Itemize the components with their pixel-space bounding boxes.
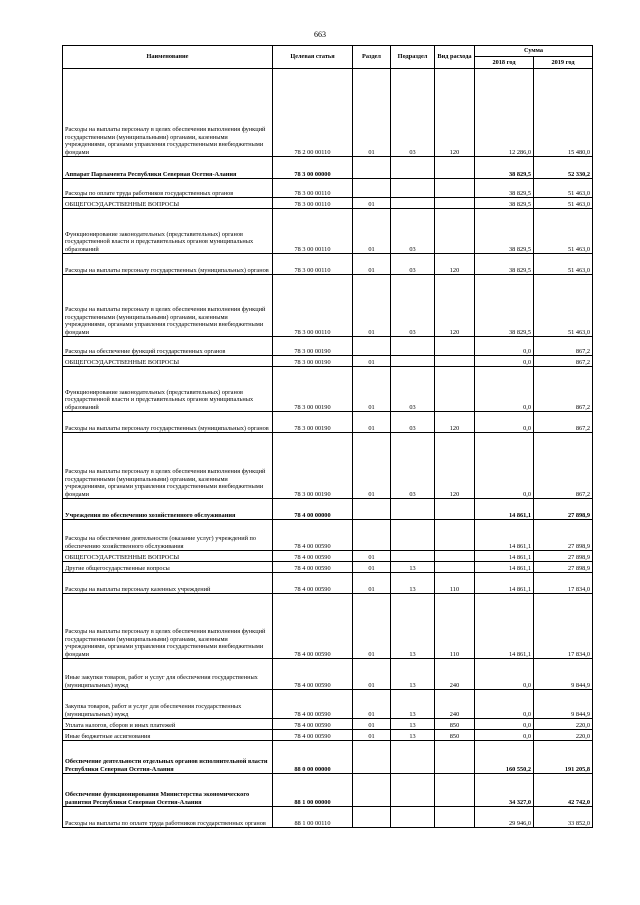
row-type: 120 <box>435 433 475 499</box>
table-row <box>63 179 593 198</box>
row-value-2019: 9 844,9 <box>534 659 593 690</box>
row-value-2018: 12 286,0 <box>475 69 534 157</box>
row-target: 78 3 00 00190 <box>273 367 353 412</box>
row-value-2018: 0,0 <box>475 337 534 356</box>
row-value-2018: 29 946,0 <box>475 807 534 828</box>
row-value-2019: 867,2 <box>534 367 593 412</box>
table-row <box>63 594 593 659</box>
row-value-2019: 51 463,0 <box>534 275 593 337</box>
row-target: 88 0 00 00000 <box>273 741 353 774</box>
row-target: 78 3 00 00190 <box>273 337 353 356</box>
row-value-2018: 38 829,5 <box>475 179 534 198</box>
row-subsection: 03 <box>391 209 435 254</box>
row-section: 01 <box>353 551 391 562</box>
row-name: Расходы на выплаты персоналу государственных (муниципальных) органов <box>63 254 273 275</box>
row-subsection: 03 <box>391 433 435 499</box>
row-section <box>353 741 391 774</box>
row-section <box>353 499 391 520</box>
row-type <box>435 551 475 562</box>
row-name: Расходы по оплате труда работников государственных органов <box>63 179 273 198</box>
row-value-2018: 38 829,5 <box>475 157 534 179</box>
row-section <box>353 520 391 551</box>
row-name: Аппарат Парламента Республики Северная Осетия-Алания <box>63 157 273 179</box>
row-target: 78 4 00 00590 <box>273 690 353 719</box>
row-type <box>435 367 475 412</box>
row-target: 78 3 00 00110 <box>273 198 353 209</box>
row-name: Обеспечение деятельности отдельных органов исполнительной власти Республики Северная Осетия-Алания <box>63 741 273 774</box>
row-section: 01 <box>353 719 391 730</box>
row-value-2019: 27 898,9 <box>534 499 593 520</box>
row-name: Уплата налогов, сборов и иных платежей <box>63 719 273 730</box>
row-value-2018: 0,0 <box>475 690 534 719</box>
table-row <box>63 412 593 433</box>
row-subsection <box>391 741 435 774</box>
row-target: 88 1 00 00110 <box>273 807 353 828</box>
row-section: 01 <box>353 254 391 275</box>
row-target: 78 3 00 00000 <box>273 157 353 179</box>
row-subsection: 13 <box>391 719 435 730</box>
row-name: Иные бюджетные ассигнования <box>63 730 273 741</box>
table-row <box>63 69 593 157</box>
row-type: 120 <box>435 254 475 275</box>
row-subsection: 13 <box>391 573 435 594</box>
row-target: 78 4 00 00590 <box>273 562 353 573</box>
row-subsection <box>391 520 435 551</box>
row-name: Расходы на выплаты персоналу в целях обеспечения выполнения функций государственными (муниципальными) органами, казенными учреждениями, органами управления государственными внебюджетными фондами <box>63 594 273 659</box>
row-value-2019: 220,0 <box>534 730 593 741</box>
row-name: Расходы на выплаты персоналу в целях обеспечения выполнения функций государственными (муниципальными) органами, казенными учреждениями, органами управления государственными внебюджетными фондами <box>63 275 273 337</box>
row-subsection: 03 <box>391 412 435 433</box>
row-subsection <box>391 337 435 356</box>
row-name: Расходы на обеспечение функций государственных органов <box>63 337 273 356</box>
row-name: Расходы на обеспечение деятельности (оказание услуг) учреждений по обеспечению хозяйственного обслуживания <box>63 520 273 551</box>
row-type <box>435 198 475 209</box>
row-target: 78 3 00 00190 <box>273 356 353 367</box>
row-subsection: 13 <box>391 690 435 719</box>
row-target: 78 3 00 00110 <box>273 254 353 275</box>
row-subsection: 13 <box>391 594 435 659</box>
row-name: Расходы на выплаты персоналу в целях обеспечения выполнения функций государственными (муниципальными) органами, казенными учреждениями, органами управления государственными внебюджетными фондами <box>63 433 273 499</box>
row-value-2018: 0,0 <box>475 412 534 433</box>
table-row <box>63 807 593 828</box>
table-row <box>63 254 593 275</box>
row-name: Функционирование законодательных (представительных) органов государственной власти и представительных органов муниципальных образований <box>63 367 273 412</box>
row-value-2018: 0,0 <box>475 730 534 741</box>
row-value-2018: 38 829,5 <box>475 209 534 254</box>
row-subsection <box>391 807 435 828</box>
header-subsection: Подраздел <box>391 46 435 69</box>
header-sum: Сумма <box>475 46 593 57</box>
row-value-2019: 867,2 <box>534 412 593 433</box>
row-type <box>435 774 475 807</box>
row-name: Расходы на выплаты персоналу казенных учреждений <box>63 573 273 594</box>
row-type <box>435 520 475 551</box>
row-value-2019: 867,2 <box>534 356 593 367</box>
row-subsection <box>391 499 435 520</box>
row-value-2018: 0,0 <box>475 659 534 690</box>
row-target: 78 3 00 00110 <box>273 179 353 198</box>
table-body <box>63 69 593 828</box>
row-value-2019: 867,2 <box>534 433 593 499</box>
row-value-2018: 38 829,5 <box>475 275 534 337</box>
row-subsection: 03 <box>391 275 435 337</box>
table-row <box>63 573 593 594</box>
row-section: 01 <box>353 69 391 157</box>
row-value-2019: 52 330,2 <box>534 157 593 179</box>
table-row <box>63 499 593 520</box>
row-value-2018: 14 861,1 <box>475 551 534 562</box>
row-name: ОБЩЕГОСУДАРСТВЕННЫЕ ВОПРОСЫ <box>63 551 273 562</box>
row-type <box>435 499 475 520</box>
row-section: 01 <box>353 367 391 412</box>
table-row <box>63 690 593 719</box>
row-section <box>353 807 391 828</box>
row-section: 01 <box>353 209 391 254</box>
row-target: 78 3 00 00190 <box>273 412 353 433</box>
page-number: 663 <box>314 30 326 39</box>
row-section: 01 <box>353 730 391 741</box>
row-section <box>353 337 391 356</box>
header-type: Вид расхода <box>435 46 475 69</box>
row-value-2019: 51 463,0 <box>534 198 593 209</box>
row-value-2019: 51 463,0 <box>534 209 593 254</box>
row-name: ОБЩЕГОСУДАРСТВЕННЫЕ ВОПРОСЫ <box>63 198 273 209</box>
table-row <box>63 157 593 179</box>
row-section <box>353 774 391 807</box>
header-2019: 2019 год <box>534 57 593 69</box>
row-name: Учреждения по обеспечению хозяйственного обслуживания <box>63 499 273 520</box>
row-type <box>435 356 475 367</box>
row-target: 78 2 00 00110 <box>273 69 353 157</box>
row-value-2019: 27 898,9 <box>534 562 593 573</box>
row-section: 01 <box>353 594 391 659</box>
row-target: 78 4 00 00590 <box>273 520 353 551</box>
row-value-2019: 33 852,0 <box>534 807 593 828</box>
row-subsection <box>391 774 435 807</box>
row-name: Расходы на выплаты по оплате труда работников государственных органов <box>63 807 273 828</box>
row-value-2019: 15 480,0 <box>534 69 593 157</box>
row-section: 01 <box>353 198 391 209</box>
row-target: 78 4 00 00590 <box>273 659 353 690</box>
budget-table <box>62 45 593 828</box>
row-target: 78 4 00 00590 <box>273 551 353 562</box>
row-type <box>435 562 475 573</box>
table-row <box>63 433 593 499</box>
row-value-2018: 14 861,1 <box>475 573 534 594</box>
row-subsection: 03 <box>391 254 435 275</box>
row-target: 78 4 00 00590 <box>273 573 353 594</box>
row-name: Иные закупки товаров, работ и услуг для обеспечения государственных (муниципальных) нужд <box>63 659 273 690</box>
table-row <box>63 275 593 337</box>
row-type: 110 <box>435 573 475 594</box>
row-target: 78 3 00 00110 <box>273 275 353 337</box>
row-name: Другие общегосударственные вопросы <box>63 562 273 573</box>
row-value-2018: 0,0 <box>475 356 534 367</box>
header-target: Целевая статья <box>273 46 353 69</box>
row-subsection: 13 <box>391 730 435 741</box>
row-value-2018: 0,0 <box>475 719 534 730</box>
row-section <box>353 157 391 179</box>
row-value-2018: 14 861,1 <box>475 562 534 573</box>
table-row <box>63 659 593 690</box>
row-section: 01 <box>353 562 391 573</box>
table-row <box>63 551 593 562</box>
row-type <box>435 337 475 356</box>
table-row <box>63 774 593 807</box>
row-section: 01 <box>353 412 391 433</box>
row-subsection <box>391 157 435 179</box>
row-section: 01 <box>353 690 391 719</box>
row-value-2019: 220,0 <box>534 719 593 730</box>
row-value-2018: 38 829,5 <box>475 254 534 275</box>
row-name: Расходы на выплаты персоналу государственных (муниципальных) органов <box>63 412 273 433</box>
row-target: 78 3 00 00110 <box>273 209 353 254</box>
row-type <box>435 157 475 179</box>
row-target: 78 3 00 00190 <box>273 433 353 499</box>
row-target: 78 4 00 00590 <box>273 730 353 741</box>
row-subsection <box>391 179 435 198</box>
row-type: 240 <box>435 690 475 719</box>
row-type: 240 <box>435 659 475 690</box>
row-subsection <box>391 356 435 367</box>
row-type: 120 <box>435 412 475 433</box>
row-value-2019: 867,2 <box>534 337 593 356</box>
row-value-2019: 42 742,0 <box>534 774 593 807</box>
table-row <box>63 741 593 774</box>
row-value-2018: 34 327,0 <box>475 774 534 807</box>
row-name: Закупка товаров, работ и услуг для обеспечения государственных (муниципальных) нужд <box>63 690 273 719</box>
row-section: 01 <box>353 433 391 499</box>
table-row <box>63 520 593 551</box>
row-target: 78 4 00 00000 <box>273 499 353 520</box>
row-section: 01 <box>353 573 391 594</box>
row-name: Расходы на выплаты персоналу в целях обеспечения выполнения функций государственными (муниципальными) органами, казенными учреждениями, органами управления государственными внебюджетными фондами <box>63 69 273 157</box>
row-value-2018: 160 550,2 <box>475 741 534 774</box>
table-row <box>63 356 593 367</box>
table-row <box>63 562 593 573</box>
row-value-2018: 14 861,1 <box>475 594 534 659</box>
header-section: Раздел <box>353 46 391 69</box>
row-section: 01 <box>353 356 391 367</box>
row-value-2018: 0,0 <box>475 433 534 499</box>
header-name: Наименование <box>63 46 273 69</box>
row-subsection <box>391 198 435 209</box>
row-section <box>353 179 391 198</box>
row-value-2019: 9 844,9 <box>534 690 593 719</box>
row-value-2019: 51 463,0 <box>534 254 593 275</box>
row-name: Обеспечение функционирования Министерства экономического развития Республики Северная Осетия-Алания <box>63 774 273 807</box>
table-row <box>63 198 593 209</box>
row-type: 110 <box>435 594 475 659</box>
row-type <box>435 209 475 254</box>
header-2018: 2018 год <box>475 57 534 69</box>
table-row <box>63 719 593 730</box>
row-subsection: 13 <box>391 659 435 690</box>
row-type <box>435 741 475 774</box>
row-value-2018: 14 861,1 <box>475 520 534 551</box>
row-value-2019: 27 898,9 <box>534 520 593 551</box>
table-row <box>63 209 593 254</box>
row-type: 120 <box>435 69 475 157</box>
row-type: 850 <box>435 730 475 741</box>
row-value-2018: 38 829,5 <box>475 198 534 209</box>
row-subsection: 03 <box>391 69 435 157</box>
row-subsection: 03 <box>391 367 435 412</box>
row-type <box>435 807 475 828</box>
row-value-2019: 17 834,0 <box>534 573 593 594</box>
row-subsection <box>391 551 435 562</box>
table-row <box>63 367 593 412</box>
row-target: 78 4 00 00590 <box>273 594 353 659</box>
row-section: 01 <box>353 275 391 337</box>
row-name: ОБЩЕГОСУДАРСТВЕННЫЕ ВОПРОСЫ <box>63 356 273 367</box>
row-type: 850 <box>435 719 475 730</box>
row-subsection: 13 <box>391 562 435 573</box>
row-name: Функционирование законодательных (представительных) органов государственной власти и представительных органов муниципальных образований <box>63 209 273 254</box>
row-type: 120 <box>435 275 475 337</box>
row-value-2019: 17 834,0 <box>534 594 593 659</box>
row-value-2019: 191 205,8 <box>534 741 593 774</box>
row-target: 78 4 00 00590 <box>273 719 353 730</box>
table-row <box>63 337 593 356</box>
table-row <box>63 730 593 741</box>
row-value-2019: 51 463,0 <box>534 179 593 198</box>
row-value-2018: 14 861,1 <box>475 499 534 520</box>
row-value-2018: 0,0 <box>475 367 534 412</box>
row-target: 88 1 00 00000 <box>273 774 353 807</box>
row-section: 01 <box>353 659 391 690</box>
row-value-2019: 27 898,9 <box>534 551 593 562</box>
row-type <box>435 179 475 198</box>
